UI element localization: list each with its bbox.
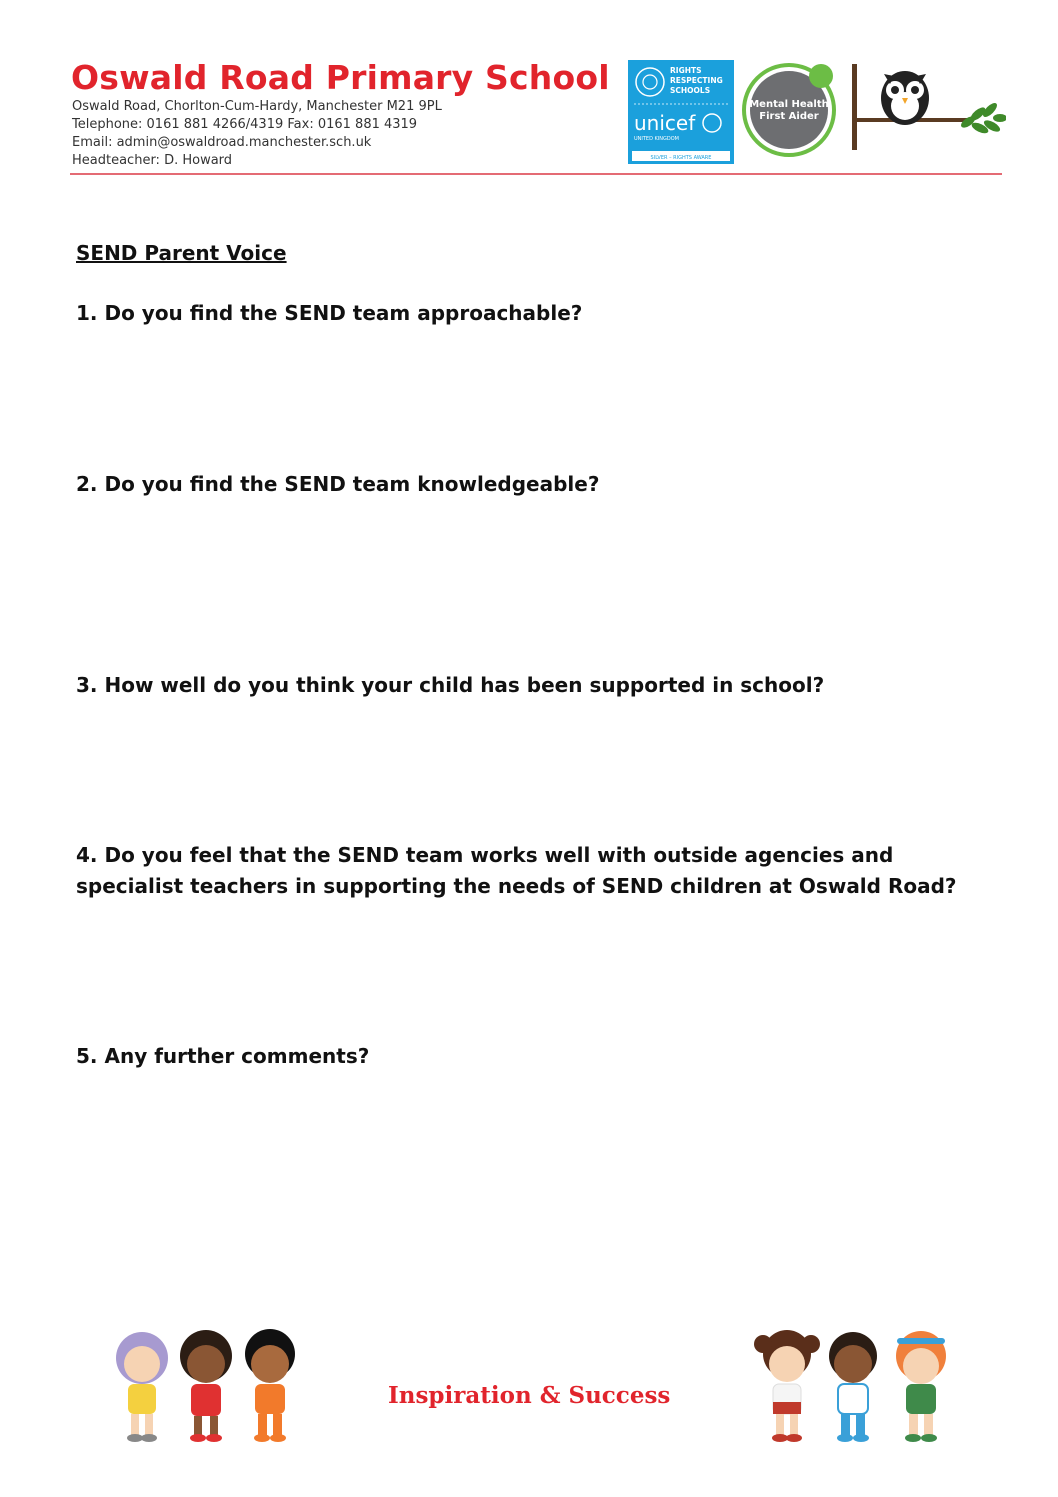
form-title: SEND Parent Voice — [76, 241, 287, 265]
school-email: Email: admin@oswaldroad.manchester.sch.uk — [72, 135, 372, 150]
owl-logo — [850, 62, 1006, 154]
school-address: Oswald Road, Chorlton-Cum-Hardy, Manchester M21 9PL — [72, 99, 442, 114]
unicef-wordmark: unicef — [634, 111, 696, 135]
question-4: 4. Do you feel that the SEND team works well with outside agencies and specialist teachers in supporting the needs of SEND children at Oswald Road? — [76, 843, 957, 898]
mhfa-logo — [741, 62, 837, 158]
question-5: 5. Any further comments? — [76, 1044, 370, 1068]
unicef-rrs-logo — [628, 60, 734, 164]
unicef-sub: UNITED KINGDOM — [634, 136, 679, 142]
question-3: 3. How well do you think your child has been supported in school? — [76, 673, 825, 697]
question-1: 1. Do you find the SEND team approachable? — [76, 301, 583, 325]
children-illustration-right — [745, 1322, 965, 1448]
school-name: Oswald Road Primary School — [71, 58, 610, 97]
children-illustration-left — [94, 1322, 314, 1448]
headteacher: Headteacher: D. Howard — [72, 153, 233, 168]
mhfa-text-2: First Aider — [759, 111, 819, 122]
rrs-text-3: SCHOOLS — [670, 86, 711, 95]
header-divider — [70, 173, 1002, 175]
school-telephone: Telephone: 0161 881 4266/4319 Fax: 0161 881 4319 — [72, 117, 418, 132]
mhfa-text-1: Mental Health — [749, 99, 829, 110]
mhfa-head-icon — [809, 64, 833, 88]
question-2: 2. Do you find the SEND team knowledgeable? — [76, 472, 600, 496]
rrs-text-1: RIGHTS — [670, 66, 702, 75]
unicef-award: SILVER – RIGHTS AWARE — [650, 155, 712, 161]
school-slogan: Inspiration & Success — [388, 1382, 671, 1409]
rrs-text-2: RESPECTING — [670, 76, 723, 85]
globe-icon — [703, 114, 721, 132]
